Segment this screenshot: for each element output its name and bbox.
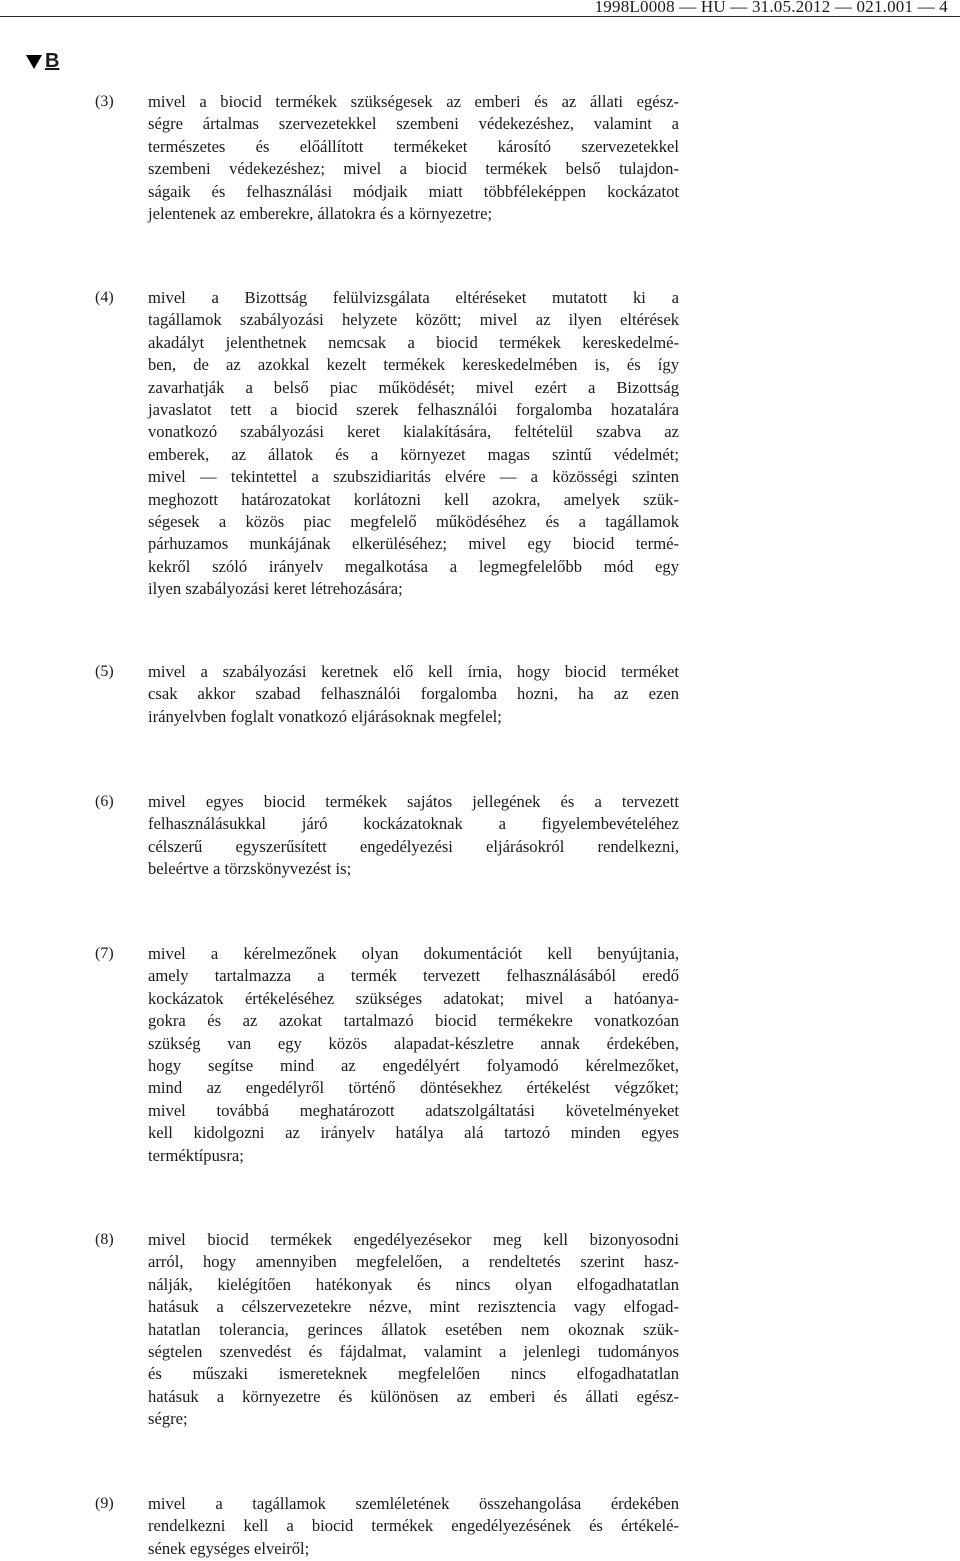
text-line: hatásuk a célszervezetekre nézve, mint rezisztencia vagy elfogad- xyxy=(148,1297,679,1317)
text-line: zavarhatják a belső piac működését; mivel ezért a Bizottság xyxy=(148,377,679,397)
recital-number: (3) xyxy=(95,93,114,110)
text-line: beleértve a törzskönyvezést is; xyxy=(148,859,352,879)
recital-number: (8) xyxy=(95,1231,114,1248)
recital-text xyxy=(148,1229,679,1431)
text-line: irányelvben foglalt vonatkozó eljárásoknak megfelel; xyxy=(148,706,502,726)
text-line: tagállamok szabályozási helyzete között; mivel az ilyen eltérések xyxy=(148,310,679,330)
header-reference: 1998L0008 — HU — 31.05.2012 — 021.001 — 4 xyxy=(594,0,948,16)
text-line: szükség van egy közös alapadat-készletre annak érdekében, xyxy=(148,1033,679,1053)
text-line: mivel a biocid termékek szükségesek az emberi és az állati egész- xyxy=(148,92,679,111)
text-line: kockázatok értékeléséhez szükséges adatokat; mivel a hatóanya- xyxy=(148,988,679,1008)
recital-number: (9) xyxy=(95,1495,114,1512)
text-line: ságaik és felhasználási módjaik miatt többféleképpen kockázatot xyxy=(148,181,679,201)
text-line: hatatlan tolerancia, gerinces állatok esetében nem okoznak szük- xyxy=(148,1319,679,1339)
text-line: mivel — tekintettel a szubszidiaritás elvére — a közösségi szinten xyxy=(148,467,679,487)
text-line: ilyen szabályozási keret létrehozására; xyxy=(148,579,403,599)
text-line: meghozott határozatokat korlátozni kell azokra, amelyek szük- xyxy=(148,489,679,509)
recital-text xyxy=(148,287,679,601)
text-line: kekről szóló irányelv megalkotása a legmegfelelőbb mód egy xyxy=(148,556,679,576)
recital-number: (6) xyxy=(95,793,114,810)
text-line: ségre ártalmas szervezetekkel szembeni védekezéshez, valamint a xyxy=(148,114,679,134)
consolidation-marker xyxy=(26,50,59,73)
recital-text xyxy=(148,1493,679,1560)
text-line: ségesek a közös piac megfelelő működéséhez és a tagállamok xyxy=(148,512,679,532)
text-line: mivel a kérelmezőnek olyan dokumentációt kell benyújtania, xyxy=(148,944,679,963)
recital-number: (5) xyxy=(95,663,114,680)
text-line: amely tartalmazza a termék tervezett felhasználásából eredő xyxy=(148,966,679,986)
recital-text xyxy=(148,791,679,881)
recital-text xyxy=(148,943,679,1167)
page-header xyxy=(0,0,960,17)
text-line: ben, de az azokkal kezelt termékek kereskedelmében is, és így xyxy=(148,355,679,375)
marker-letter: B xyxy=(45,50,60,72)
text-line: mivel biocid termékek engedélyezésekor meg kell bizonyosodni xyxy=(148,1230,679,1249)
text-line: terméktípusra; xyxy=(148,1145,244,1165)
text-line: hogy segítse mind az engedélyért folyamodó kérelmezőket, xyxy=(148,1056,679,1076)
text-line: és műszaki ismereteknek megfelelően nincs elfogadhatatlan xyxy=(148,1364,679,1384)
text-line: mind az engedélyről történő döntésekhez értékelést végzőket; xyxy=(148,1078,679,1098)
recital-number: (4) xyxy=(95,289,114,306)
text-line: hatásuk a környezetre és különösen az emberi és állati egész- xyxy=(148,1386,679,1406)
text-line: arról, hogy amennyiben megfelelően, a rendeltetés szerint hasz- xyxy=(148,1252,679,1272)
text-line: mivel a Bizottság felülvizsgálata eltéréseket mutatott ki a xyxy=(148,288,679,307)
text-line: csak akkor szabad felhasználói forgalomba hozni, ha az ezen xyxy=(148,684,679,704)
text-line: emberek, az állatok és a környezet magas szintű védelmét; xyxy=(148,444,679,464)
text-line: ségre; xyxy=(148,1409,188,1429)
text-line: mivel a szabályozási keretnek elő kell írnia, hogy biocid terméket xyxy=(148,662,679,681)
recital-text xyxy=(148,91,679,225)
text-line: párhuzamos munkájának elkerüléséhez; mivel egy biocid termé- xyxy=(148,534,679,554)
recital-number: (7) xyxy=(95,945,114,962)
text-line: mivel egyes biocid termékek sajátos jellegének és a tervezett xyxy=(148,792,679,811)
recital-text xyxy=(148,661,679,728)
text-line: nálják, kielégítően hatékonyak és nincs olyan elfogadhatatlan xyxy=(148,1274,679,1294)
text-line: mivel továbbá meghatározott adatszolgáltatási követelményeket xyxy=(148,1100,679,1120)
text-line: javaslatot tett a biocid szerek felhasználói forgalomba hozatalára xyxy=(148,400,679,420)
triangle-down-icon xyxy=(26,55,42,69)
text-line: sének egységes elveiről; xyxy=(148,1538,310,1558)
text-line: szembeni védekezéshez; mivel a biocid termékek belső tulajdon- xyxy=(148,159,679,179)
text-line: felhasználásukkal járó kockázatoknak a figyelembevételéhez xyxy=(148,814,679,834)
text-line: rendelkezni kell a biocid termékek engedélyezésének és értékelé- xyxy=(148,1516,679,1536)
text-line: mivel a tagállamok szemléletének összehangolása érdekében xyxy=(148,1494,679,1513)
text-line: kell kidolgozni az irányelv hatálya alá tartozó minden egyes xyxy=(148,1123,679,1143)
text-line: ségtelen szenvedést és fájdalmat, valamint a jelenlegi tudományos xyxy=(148,1342,679,1362)
text-line: akadályt jelenthetnek nemcsak a biocid termékek kereskedelmé- xyxy=(148,332,679,352)
text-line: természetes és előállított termékeket károsító szervezetekkel xyxy=(148,136,679,156)
text-line: gokra és az azokat tartalmazó biocid termékekre vonatkozóan xyxy=(148,1011,679,1031)
text-line: jelentenek az emberekre, állatokra és a környezetre; xyxy=(148,204,493,224)
text-line: vonatkozó szabályozási keret kialakítására, feltételül szabva az xyxy=(148,422,679,442)
text-line: célszerű egyszerűsített engedélyezési eljárásokról rendelkezni, xyxy=(148,836,679,856)
